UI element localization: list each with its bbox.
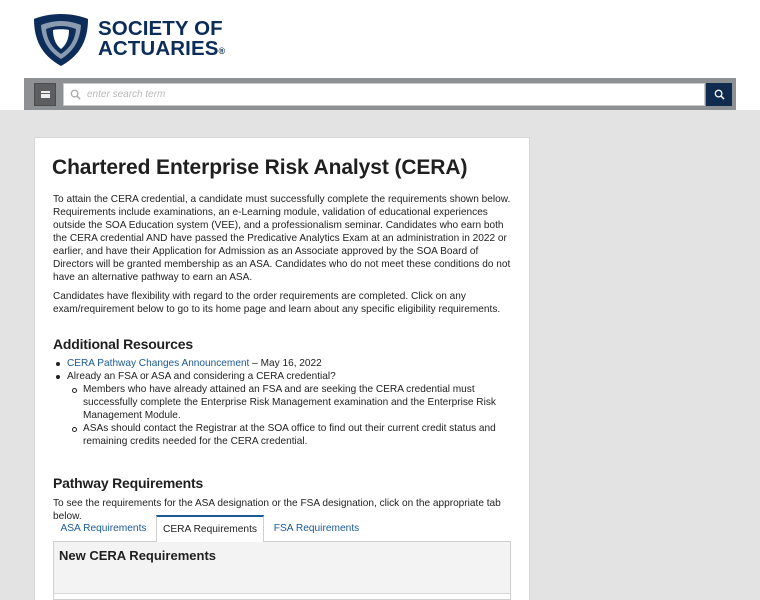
tab-panel <box>53 542 511 600</box>
resources-list <box>67 357 513 448</box>
pathway-instructions: To see the requirements for the ASA designation or the FSA designation, click on the appropriate tab below. <box>53 498 501 522</box>
additional-resources-heading: Additional Resources <box>53 336 193 352</box>
announcement-date: – May 16, 2022 <box>249 358 322 369</box>
page-title: Chartered Enterprise Risk Analyst (CERA) <box>52 156 468 179</box>
intro-paragraph: To attain the CERA credential, a candidate must successfully complete the requirements shown below. Requirements include examinations, an e-Learning module, validation of educational experiences outside the SOA Education system (VEE), and a professionalism seminar. Candidates who earn both the CERA credential AND have passed the Predicative Analytics Exam at an administration in 2022 or earlier, and have their Application for Admission as an Associate approved by the SOA Board of Directors will be granted membership as an ASA. Candidates who do not meet these conditions do not have an alternative pathway to earn an ASA. <box>53 194 511 283</box>
search-field[interactable] <box>63 83 705 106</box>
list-item <box>67 357 513 370</box>
requirements-tabs <box>53 515 511 542</box>
fsa-asa-question: Already an FSA or ASA and considering a CERA credential? <box>67 371 336 382</box>
list-item: ASAs should contact the Registrar at the SOA office to find out their current credit status and remaining credits needed for the CERA credential. <box>83 422 513 448</box>
list-item: Members who have already attained an FSA and are seeking the CERA credential must successfully complete the Enterprise Risk Management examination and the Enterprise Risk Management Module. <box>83 383 513 422</box>
hamburger-menu-icon <box>41 91 50 98</box>
shield-logo-icon <box>33 13 89 67</box>
logo-line-2: ACTUARIES <box>98 36 219 60</box>
search-icon <box>714 89 725 100</box>
tab-asa-requirements[interactable]: ASA Requirements <box>60 523 147 534</box>
logo-line-1: SOCIETY OF <box>98 16 223 40</box>
flexibility-paragraph: Candidates have flexibility with regard to the order requirements are completed. Click on any exam/requirement below to go to its home page and learn about any specific eligibility requirements. <box>53 291 501 315</box>
panel-header <box>54 542 510 594</box>
search-input[interactable] <box>87 84 704 105</box>
registered-mark: ® <box>218 45 226 56</box>
pathway-requirements-heading: Pathway Requirements <box>53 475 204 491</box>
sub-list <box>83 383 513 448</box>
tab-cera-requirements[interactable]: CERA Requirements <box>156 515 264 543</box>
cera-pathway-announcement-link[interactable]: CERA Pathway Changes Announcement <box>67 358 250 369</box>
search-button[interactable] <box>706 83 732 106</box>
search-input-icon <box>70 89 81 100</box>
panel-title: New CERA Requirements <box>59 548 216 563</box>
logo-wordmark <box>98 16 226 62</box>
menu-button[interactable] <box>34 83 56 106</box>
site-logo[interactable] <box>33 13 225 67</box>
tab-fsa-requirements[interactable]: FSA Requirements <box>273 523 360 534</box>
list-item <box>67 370 513 448</box>
search-bar <box>24 78 736 110</box>
